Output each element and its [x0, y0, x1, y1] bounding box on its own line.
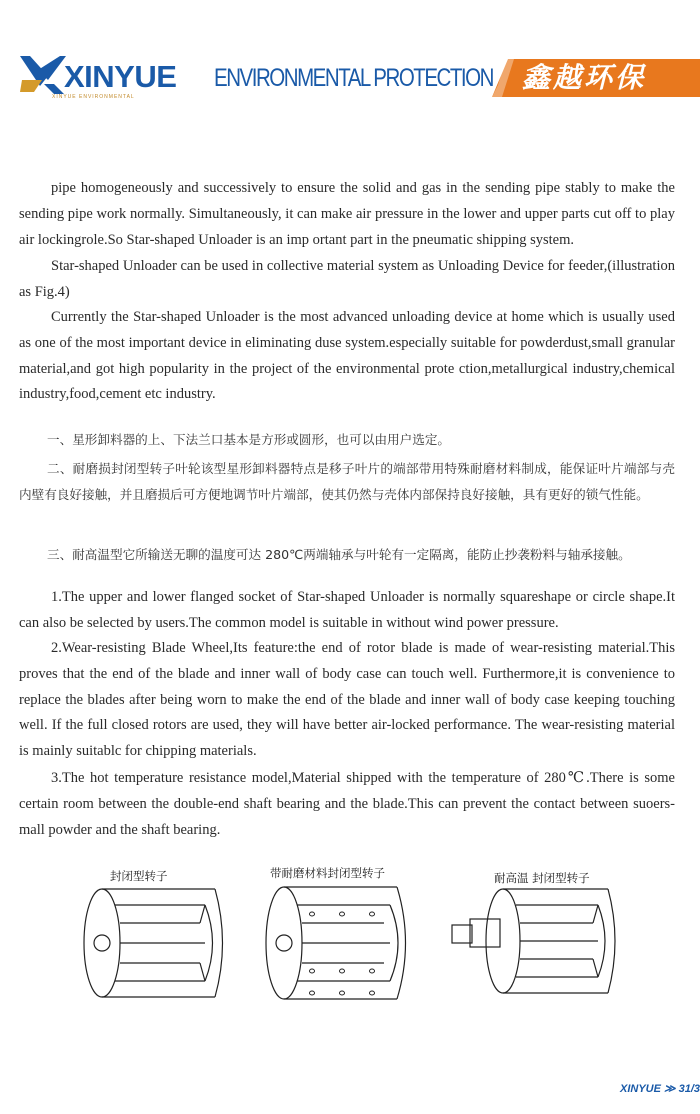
chinese-paragraph-1: 一、星形卸料器的上、下法兰口基本是方形或圆形，也可以由用户选定。: [47, 432, 450, 447]
chinese-paragraph-2: 二、耐磨损封闭型转子叶轮该型星形卸料器特点是移子叶片的端部带用特殊耐磨材料制成，能保证叶片端部与壳内壁有良好接触，并且磨损后可方便地调节叶片端部，使其仍然与壳体内部保持良好接触，具有更好的锁气性能。: [19, 461, 675, 502]
wear-resisting-rotor-drawing: [262, 881, 417, 1009]
page-number: XINYUE ≫ 31/3: [620, 1083, 700, 1095]
brand-chinese-name: 鑫越环保: [522, 61, 647, 94]
page-header: [0, 0, 700, 110]
body-paragraph-3: Currently the Star-shaped Unloader is the most advanced unloading device at home which is usually used as one of the most important device in eliminating duse system.especially suitable for powderdust,small granular material,and got high popularity in the project of the environmental prote ction,metallurgical industry,chemical industry,food,cement etc industry.: [19, 309, 675, 403]
body-paragraph-1: pipe homogeneously and successively to ensure the solid and gas in the sending pipe stably to make the sending pipe work normally. Simultaneously, it can make air pressure in the lower and upper parts cut off to play air lockingrole.So Star-shaped Unloader is an imp ortant part in the pneumatic shipping system.: [19, 180, 675, 248]
numbered-paragraph-2: 2.Wear-resisting Blade Wheel,Its feature:the end of rotor blade is made of wear-resisting material.This proves that the end of the blade and inner wall of body case can touch well. Furthermore,it is convenience to replace the blades after being worn to make the end of the blade and inner wall of body case keeping touching well. If the full closed rotors are used, they will have better air-locked performance. The wear-resisting material is mainly suitablc for chipping materials.: [19, 640, 675, 760]
brand-subtitle: ENVIRONMENTAL PROTECTION: [214, 64, 493, 92]
xinyue-logo-icon: [20, 50, 70, 100]
brand-name: XINYUE: [64, 59, 177, 94]
figure-caption: 耐高温 封闭型转子: [494, 871, 590, 885]
closed-rotor-drawing: [80, 883, 230, 1008]
numbered-paragraph-3: 3.The hot temperature resistance model,Material shipped with the temperature of 280℃.There is some certain room between the double-end shaft bearing and the blade.This can prevent the contact between suoers-mall powder and the shaft bearing.: [19, 770, 675, 838]
figure-caption: 封闭型转子: [110, 869, 168, 883]
high-temp-rotor-drawing: [448, 885, 623, 1000]
brand-tagline: XINYUE ENVIRONMENTAL: [52, 94, 135, 100]
body-paragraph-2: Star-shaped Unloader can be used in collective material system as Unloading Device for feeder,(illustration as Fig.4): [19, 258, 675, 300]
numbered-paragraph-1: 1.The upper and lower flanged socket of Star-shaped Unloader is normally squareshape or circle shape.It can also be selected by users.The common model is suitable in without wind power pressure.: [19, 589, 675, 631]
figure-caption: 带耐磨材料封闭型转子: [270, 866, 385, 880]
chinese-paragraph-3: 三、耐高温型它所输送无聊的温度可达 280℃两端轴承与叶轮有一定隔离，能防止抄袭粉料与轴承接触。: [47, 547, 631, 562]
